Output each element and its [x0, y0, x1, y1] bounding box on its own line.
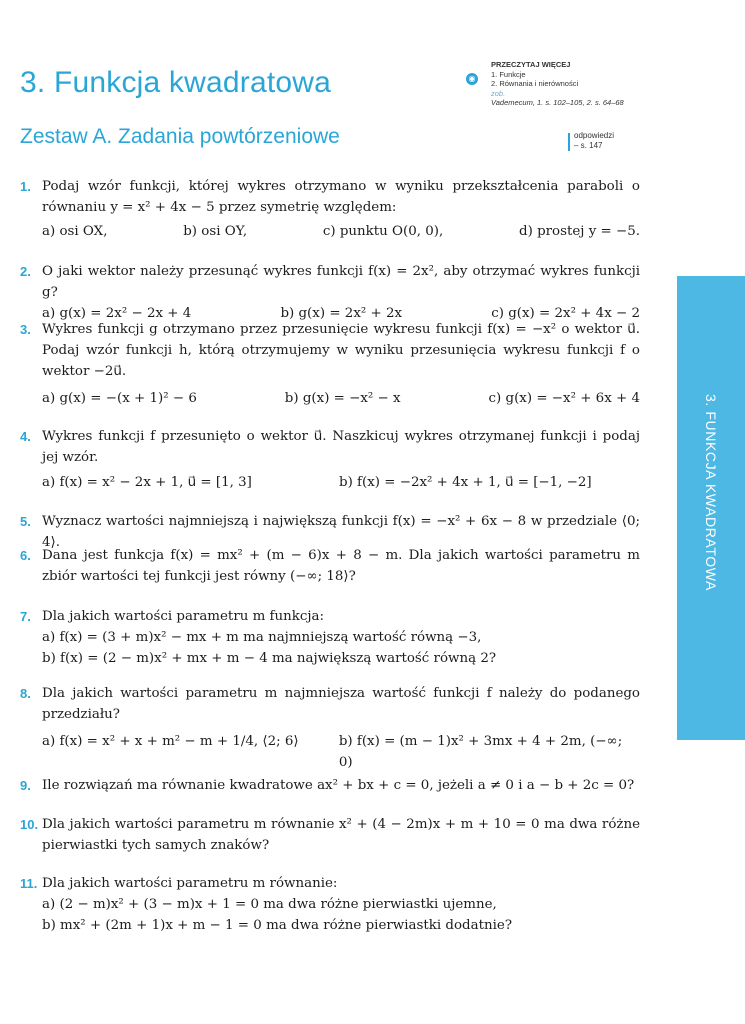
subproblem-a: a) (2 − m)x² + (3 − m)x + 1 = 0 ma dwa różne pierwiastki ujemne, — [42, 897, 497, 912]
problem-text: Dana jest funkcja f(x) = mx² + (m − 6)x + 8 − m. Dla jakich wartości parametru m zbiór wartości tej funkcji jest równy (−∞; 18⟩? — [42, 548, 640, 584]
answers-marker — [568, 133, 570, 151]
read-more-see: zob. — [491, 88, 506, 98]
answers-reference — [574, 131, 614, 151]
problem-text: Dla jakich wartości parametru m równanie: — [42, 876, 338, 891]
problem-number: 5. — [20, 514, 31, 529]
chapter-side-tab — [677, 276, 745, 740]
option-b: b) g(x) = 2x² + 2x — [280, 306, 403, 321]
problem-number: 4. — [20, 429, 31, 444]
problem-1 — [20, 176, 640, 242]
option-c: c) punktu O(0, 0), — [322, 224, 444, 239]
chapter-title: 3. Funkcja kwadratowa — [20, 66, 332, 99]
option-b: b) osi OY, — [183, 224, 248, 239]
option-b: b) f(x) = −2x² + 4x + 1, u⃗ = [−1, −2] — [339, 475, 592, 490]
option-c: c) g(x) = 2x² + 4x − 2 — [491, 306, 640, 321]
subproblem-b: b) mx² + (2m + 1)x + m − 1 = 0 ma dwa różne pierwiastki dodatnie? — [42, 918, 512, 933]
problem-number: 8. — [20, 686, 31, 701]
option-a: a) f(x) = x² + x + m² − m + 1/4, ⟨2; 6⟩ — [42, 734, 299, 749]
problem-number: 7. — [20, 609, 31, 624]
problem-3 — [20, 319, 640, 409]
answers-label: odpowiedzi — [574, 131, 615, 140]
problem-7 — [20, 606, 640, 669]
problem-number: 11. — [20, 876, 38, 891]
problem-text: Ile rozwiązań ma równanie kwadratowe ax² + bx + c = 0, jeżeli a ≠ 0 i a − b + 2c = 0? — [42, 778, 635, 793]
read-more-reference: Vademecum, 1. s. 102–105, 2. s. 64–68 — [491, 98, 624, 108]
problem-text: O jaki wektor należy przesunąć wykres funkcji f(x) = 2x², aby otrzymać wykres funkcji g? — [42, 264, 640, 300]
option-a: a) g(x) = −(x + 1)² − 6 — [42, 391, 197, 406]
problem-number: 9. — [20, 778, 31, 793]
answers-page: – s. 147 — [574, 141, 603, 150]
option-a: a) f(x) = x² − 2x + 1, u⃗ = [1, 3] — [42, 475, 252, 490]
problem-9 — [20, 775, 640, 796]
problem-6 — [20, 545, 640, 587]
problem-4 — [20, 426, 640, 493]
option-b: b) f(x) = (m − 1)x² + 3mx + 4 + 2m, (−∞; 0) — [338, 734, 623, 770]
option-d: d) prostej y = −5. — [519, 224, 640, 239]
problem-number: 3. — [20, 322, 31, 337]
problem-number: 6. — [20, 548, 31, 563]
problem-text: Dla jakich wartości parametru m równanie x² + (4 − 2m)x + m + 10 = 0 ma dwa różne pierwiastki tych samych znaków? — [42, 817, 640, 853]
problem-8 — [20, 683, 640, 773]
read-more-heading: PRZECZYTAJ WIĘCEJ — [491, 60, 571, 69]
subproblem-a: a) f(x) = (3 + m)x² − mx + m ma najmniejszą wartość równą −3, — [42, 630, 482, 645]
problem-number: 2. — [20, 264, 31, 279]
problem-11 — [20, 873, 640, 936]
problem-text: Dla jakich wartości parametru m funkcja: — [42, 609, 325, 624]
set-title: Zestaw A. Zadania powtórzeniowe — [20, 125, 340, 148]
problem-text: Wyznacz wartości najmniejszą i największą funkcji f(x) = −x² + 6x − 8 w przedziale ⟨0; 4⟩. — [42, 514, 640, 550]
problem-number: 1. — [20, 179, 31, 194]
problem-number: 10. — [20, 817, 39, 832]
problem-text: Dla jakich wartości parametru m najmniejsza wartość funkcji f należy do podanego przedziału? — [42, 686, 640, 722]
problem-2 — [20, 261, 640, 324]
option-a: a) osi OX, — [42, 224, 108, 239]
problem-text: Wykres funkcji g otrzymano przez przesunięcie wykresu funkcji f(x) = −x² o wektor u⃗. Podaj wzór funkcji h, którą otrzymujemy w wyniku przesunięcia wykresu funkcji f o wektor −2u⃗. — [42, 322, 640, 379]
read-more-item: 1. Funkcje — [491, 69, 526, 79]
subproblem-b: b) f(x) = (2 − m)x² + mx + m − 4 ma największą wartość równą 2? — [42, 651, 497, 666]
problem-text: Wykres funkcji f przesunięto o wektor u⃗. Naszkicuj wykres otrzymanej funkcji i podaj jej wzór. — [42, 429, 640, 465]
problem-10 — [20, 814, 640, 856]
side-tab-label: 3. FUNKCJA KWADRATOWA — [703, 394, 719, 591]
read-more-box — [466, 60, 666, 108]
read-more-item: 2. Równania i nierówności — [491, 79, 579, 89]
book-icon: ◉ — [466, 73, 478, 85]
problem-text: Podaj wzór funkcji, której wykres otrzymano w wyniku przekształcenia paraboli o równaniu y = x² + 4x − 5 przez symetrię względem: — [42, 179, 640, 215]
option-c: c) g(x) = −x² + 6x + 4 — [488, 391, 640, 406]
option-a: a) g(x) = 2x² − 2x + 4 — [42, 306, 192, 321]
option-b: b) g(x) = −x² − x — [284, 391, 401, 406]
